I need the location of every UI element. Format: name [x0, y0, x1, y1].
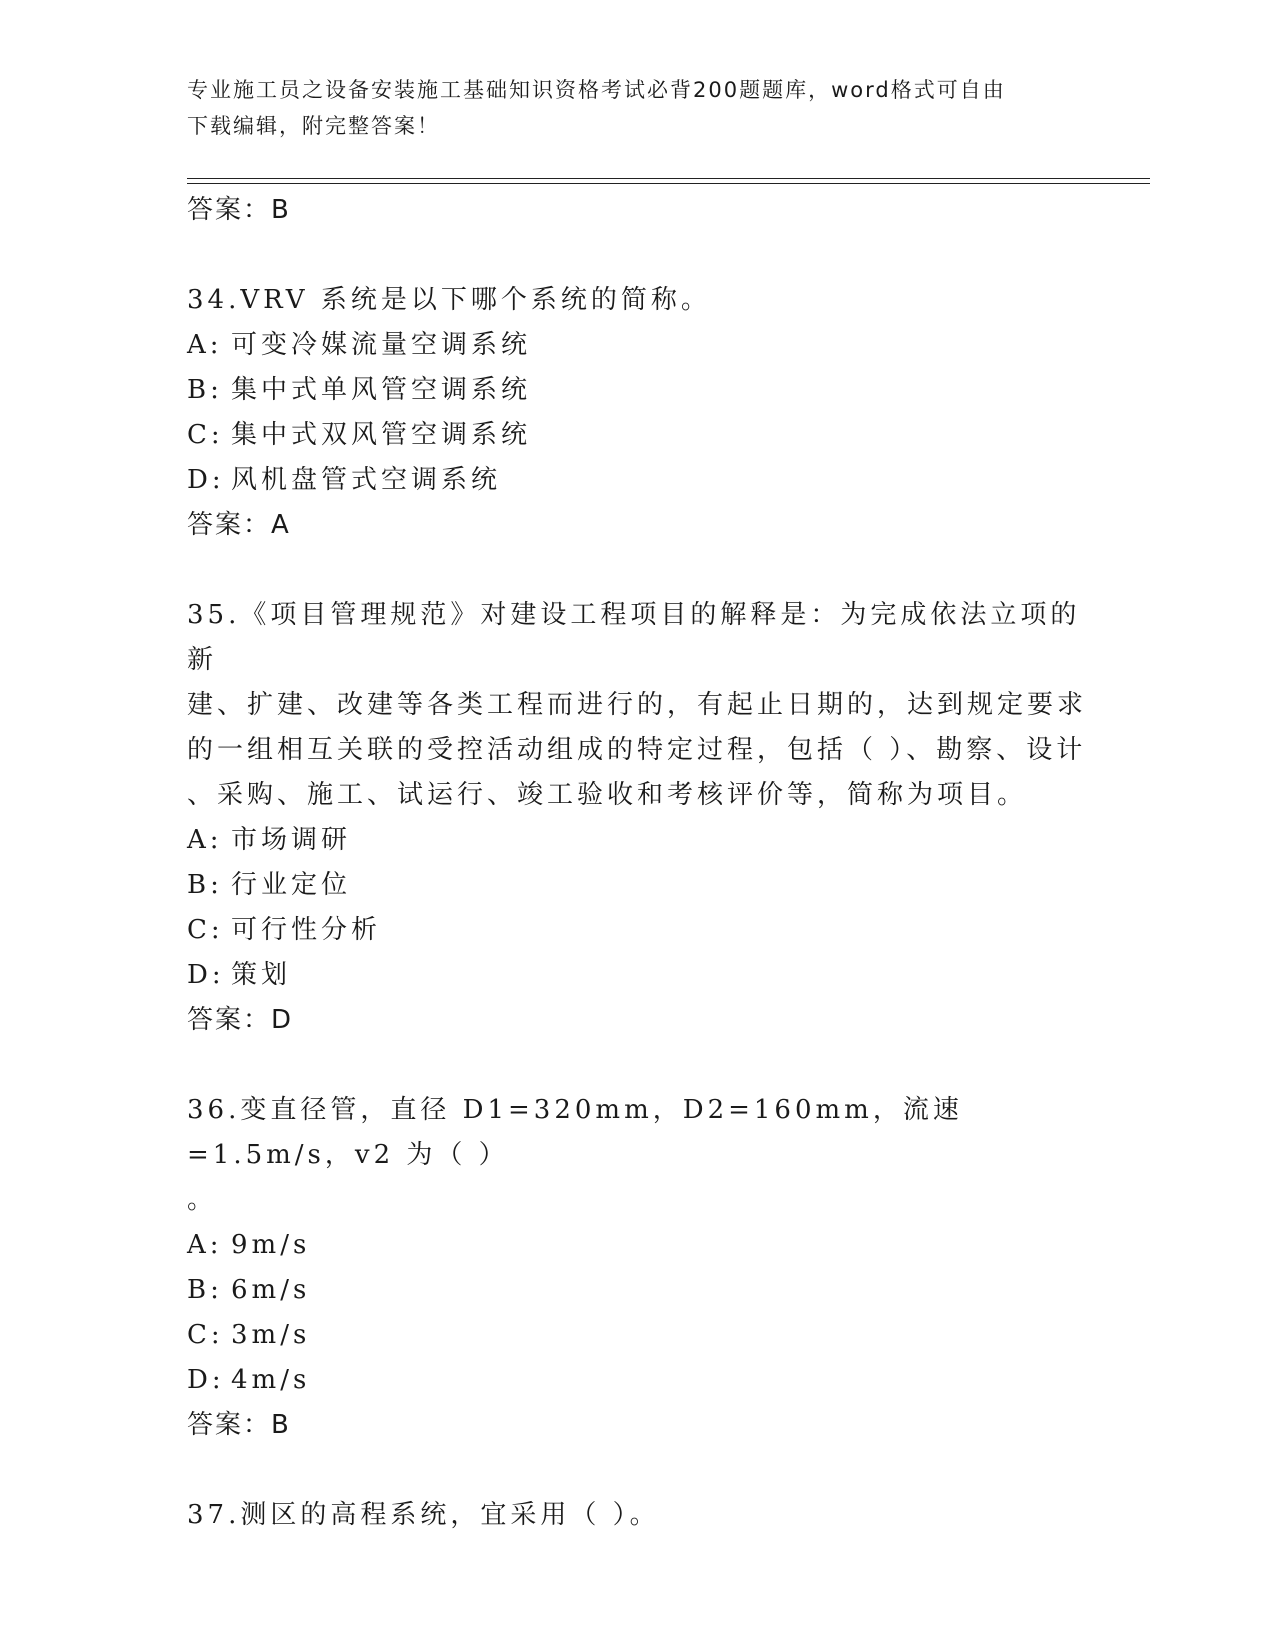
option-letter: B: [187, 375, 223, 405]
option-letter: D: [187, 1365, 225, 1395]
option-text: 可行性分析 [231, 915, 382, 945]
option-a [187, 1223, 1087, 1268]
option-text: 集中式双风管空调系统 [231, 420, 532, 450]
option-letter: A: [187, 330, 223, 360]
option-text: 风机盘管式空调系统 [231, 465, 502, 495]
question-line: 36.变直径管，直径 D1=320mm，D2=160mm，流速=1.5m/s，v2 为（ ） [187, 1095, 963, 1170]
option-c [187, 1313, 1087, 1358]
option-letter: A: [187, 1230, 223, 1260]
option-letter: D: [187, 960, 225, 990]
answer-line: 答案：A [187, 510, 291, 540]
header-divider-top [187, 178, 1150, 179]
question-line: 34.VRV 系统是以下哪个系统的简称。 [187, 285, 711, 315]
option-b [187, 863, 1087, 908]
option-text: 3m/s [231, 1320, 311, 1350]
question-block [187, 593, 1087, 1042]
question-line: 、采购、施工、试运行、竣工验收和考核评价等，简称为项目。 [187, 780, 1028, 810]
question-line: 的一组相互关联的受控活动组成的特定过程，包括（ ）、勘察、设计 [187, 735, 1087, 765]
option-text: 6m/s [231, 1275, 311, 1305]
option-b [187, 1268, 1087, 1313]
question-line: 。 [187, 1185, 218, 1215]
option-letter: C: [187, 1320, 224, 1350]
option-a [187, 818, 1087, 863]
page-content [187, 188, 1087, 1538]
option-b [187, 368, 1087, 413]
option-letter: B: [187, 1275, 223, 1305]
question-text [187, 1088, 1087, 1223]
option-text: 4m/s [231, 1365, 311, 1395]
option-text: 行业定位 [231, 870, 352, 900]
question-block [187, 1088, 1087, 1447]
option-letter: C: [187, 420, 224, 450]
question-text [187, 593, 1087, 818]
option-d [187, 458, 1087, 503]
header-divider-bottom [187, 183, 1150, 184]
option-letter: A: [187, 825, 223, 855]
option-d [187, 953, 1087, 998]
option-letter: C: [187, 915, 224, 945]
question-text [187, 1493, 1087, 1538]
question-block [187, 278, 1087, 547]
answer-line: 答案：B [187, 195, 291, 225]
answer-line: 答案：D [187, 1005, 294, 1035]
option-text: 策划 [231, 960, 292, 990]
option-a [187, 323, 1087, 368]
option-c [187, 413, 1087, 458]
header-line-2: 下载编辑，附完整答案！ [187, 114, 440, 138]
option-letter: B: [187, 870, 223, 900]
header-line-1: 专业施工员之设备安装施工基础知识资格考试必背200题题库，word格式可自由 [187, 78, 1006, 102]
question-line: 35.《项目管理规范》对建设工程项目的解释是：为完成依法立项的新 [187, 600, 1081, 675]
question-text [187, 278, 1087, 323]
question-line: 37.测区的高程系统，宜采用（ ）。 [187, 1500, 660, 1530]
option-text: 9m/s [231, 1230, 311, 1260]
answer-line: 答案：B [187, 1410, 291, 1440]
question-block [187, 1493, 1087, 1538]
option-c [187, 908, 1087, 953]
option-text: 集中式单风管空调系统 [231, 375, 532, 405]
option-text: 市场调研 [231, 825, 352, 855]
option-text: 可变冷媒流量空调系统 [231, 330, 532, 360]
option-letter: D: [187, 465, 225, 495]
question-line: 建、扩建、改建等各类工程而进行的，有起止日期的，达到规定要求 [187, 690, 1088, 720]
option-d [187, 1358, 1087, 1403]
document-header [187, 72, 1067, 144]
